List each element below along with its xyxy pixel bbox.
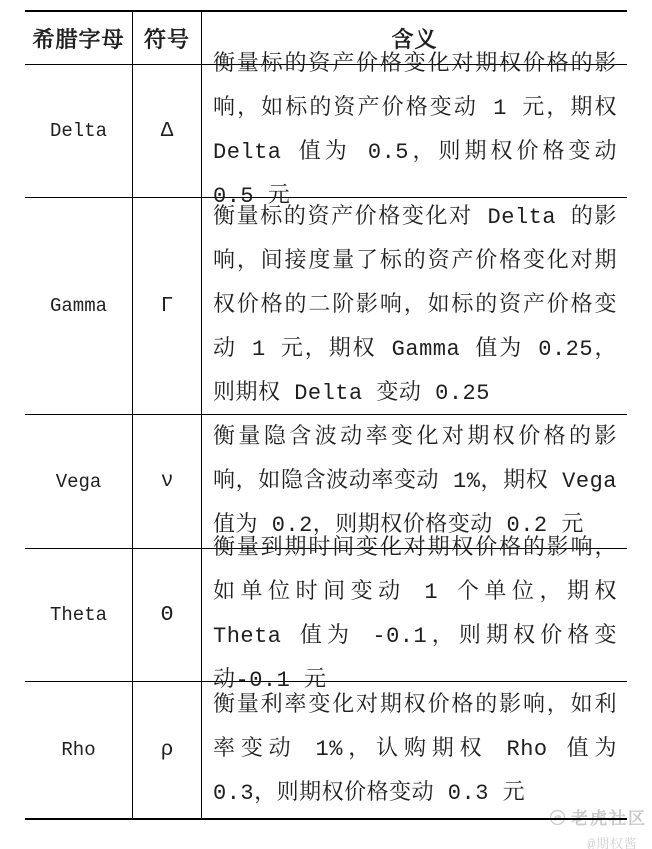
meaning-cell (202, 536, 627, 693)
meaning-cell (202, 198, 627, 414)
symbol-cell: Γ (133, 198, 202, 414)
header-greek-letter: 希腊字母 (25, 12, 133, 64)
greek-letter-cell: Delta (25, 65, 133, 197)
table-row-rho (25, 682, 627, 818)
table-row-delta (25, 52, 627, 209)
table-row-theta (25, 536, 627, 693)
meaning-text: 衡量标的资产价格变化对期权价格的影响，如标的资产价格变动 1 元，期权 Delta 值为 0.5，则期权价格变动 0.5 元 (213, 52, 617, 209)
greek-letter-cell: Gamma (25, 198, 133, 414)
meaning-text: 衡量隐含波动率变化对期权价格的影响，如隐含波动率变动 1%，期权 Vega 值为 0.2，则期权价格变动 0.2 元 (213, 424, 617, 538)
watermark-handle: @期权酱 (587, 837, 638, 849)
meaning-cell (202, 52, 627, 209)
watermark-community-text: 老虎社区 (571, 811, 647, 830)
meaning-cell (202, 682, 627, 818)
meaning-text: 衡量标的资产价格变化对 Delta 的影响，间接度量了标的资产价格变化对期权价格的二阶影响，如标的资产价格变动 1 元，期权 Gamma 值为 0.25，则期权 Delta 变动 0.25 (213, 205, 617, 406)
symbol-cell: ν (133, 415, 202, 548)
greek-letter-cell: Vega (25, 415, 133, 548)
meaning-text: 衡量到期时间变化对期权价格的影响，如单位时间变动 1 个单位，期权 Theta 值为 -0.1，则期权价格变动-0.1 元 (213, 536, 617, 693)
table-row-gamma (25, 198, 627, 415)
greek-letter-cell: Rho (25, 682, 133, 818)
header-meaning: 含义 (391, 28, 438, 54)
symbol-cell: Δ (133, 65, 202, 197)
option-greeks-table (25, 10, 627, 820)
greek-letter-cell: Theta (25, 549, 133, 681)
symbol-cell: ρ (133, 682, 202, 818)
meaning-text: 衡量利率变化对期权价格的影响，如利率变动 1%，认购期权 Rho 值为 0.3，则期权价格变动 0.3 元 (213, 693, 617, 806)
header-symbol: 符号 (133, 12, 202, 64)
symbol-cell: Θ (133, 549, 202, 681)
